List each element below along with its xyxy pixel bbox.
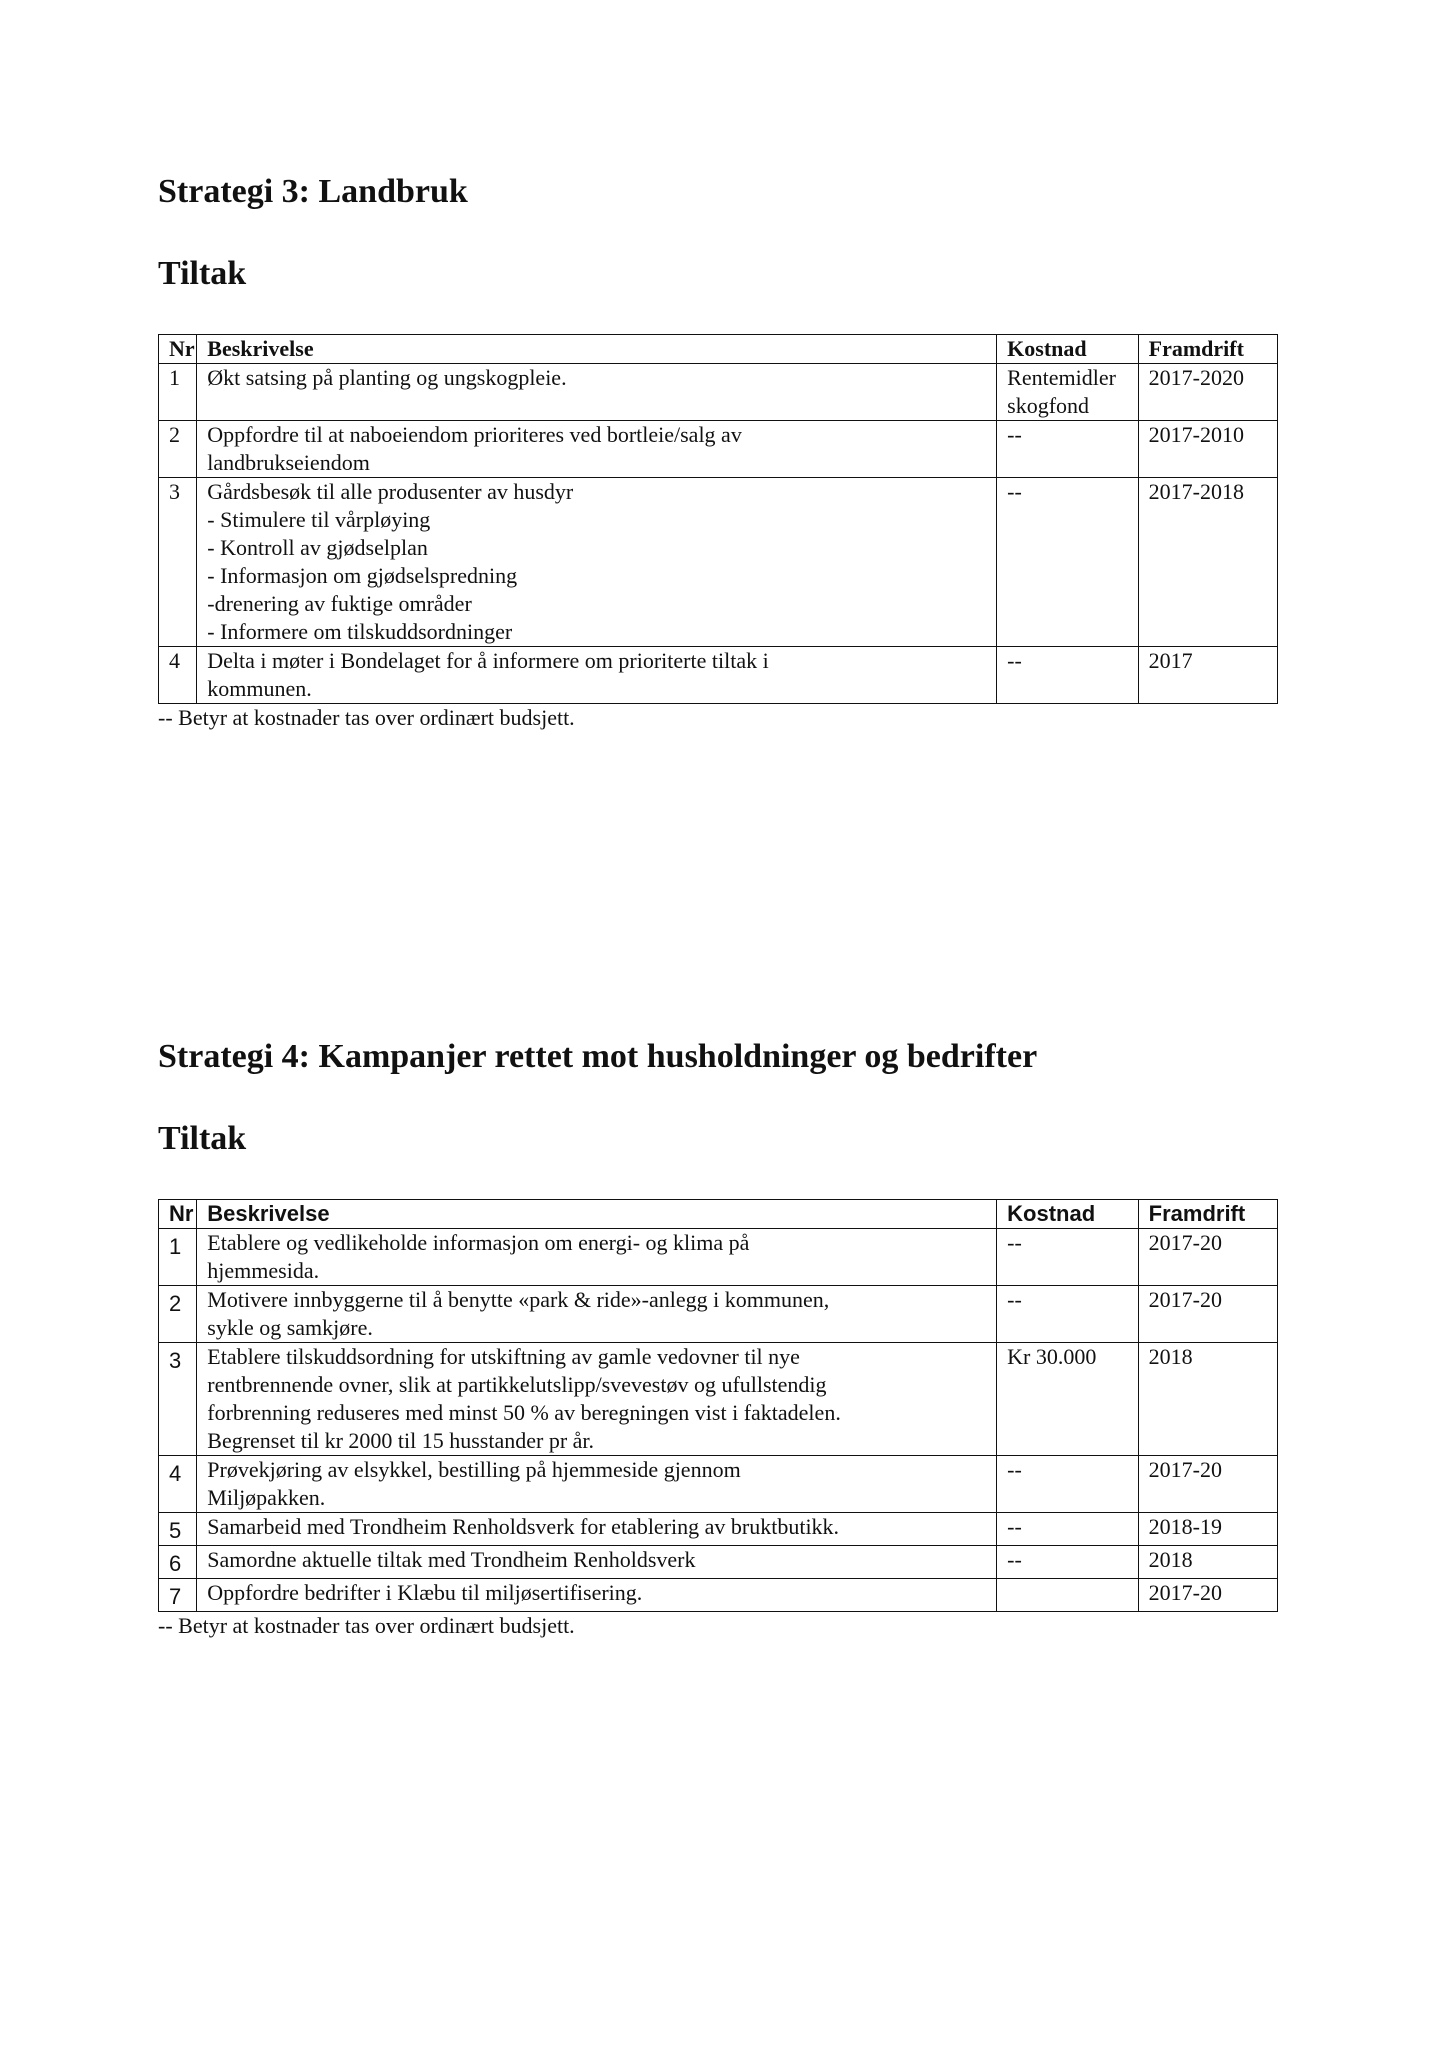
row-cost: --: [997, 1513, 1138, 1546]
row-cost: --: [997, 1546, 1138, 1579]
row-description: [197, 478, 997, 647]
table-row: [159, 647, 1278, 704]
description-line: landbrukseiendom: [207, 450, 370, 475]
row-nr: 3: [159, 1343, 197, 1456]
description-line: -drenering av fuktige områder: [207, 591, 472, 616]
row-progress: 2017: [1138, 647, 1277, 704]
row-description: [197, 1343, 997, 1456]
row-description: [197, 1579, 997, 1612]
row-description: [197, 421, 997, 478]
description-line: Etablere tilskuddsordning for utskiftning av gamle vedovner til nye: [207, 1344, 800, 1369]
description-line: Delta i møter i Bondelaget for å informere om prioriterte tiltak i: [207, 648, 769, 673]
description-line: - Stimulere til vårpløying: [207, 507, 431, 532]
row-description: [197, 647, 997, 704]
row-cost: [997, 1579, 1138, 1612]
description-line: Samarbeid med Trondheim Renholdsverk for etablering av bruktbutikk.: [207, 1514, 840, 1539]
description-line: Oppfordre bedrifter i Klæbu til miljøsertifisering.: [207, 1580, 643, 1605]
description-line: forbrenning reduseres med minst 50 % av beregningen vist i faktadelen.: [207, 1400, 841, 1425]
row-nr: 4: [159, 647, 197, 704]
description-line: - Kontroll av gjødselplan: [207, 535, 428, 560]
row-nr: 2: [159, 421, 197, 478]
strategy-4-table: [158, 1199, 1278, 1612]
cost-line: skogfond: [1007, 393, 1090, 418]
row-nr: 4: [159, 1456, 197, 1513]
row-progress: 2018-19: [1138, 1513, 1277, 1546]
description-line: Etablere og vedlikeholde informasjon om energi- og klima på: [207, 1230, 750, 1255]
description-line: - Informasjon om gjødselspredning: [207, 563, 518, 588]
header-description: Beskrivelse: [197, 1200, 997, 1229]
header-progress: Framdrift: [1138, 335, 1277, 364]
row-cost: [997, 647, 1138, 704]
cost-line: --: [1007, 422, 1022, 447]
row-nr: 6: [159, 1546, 197, 1579]
row-cost: --: [997, 1286, 1138, 1343]
description-line: Samordne aktuelle tiltak med Trondheim Renholdsverk: [207, 1547, 696, 1572]
description-line: - Informere om tilskuddsordninger: [207, 619, 513, 644]
description-line: sykle og samkjøre.: [207, 1315, 373, 1340]
cost-line: --: [1007, 648, 1022, 673]
row-progress: 2017-2020: [1138, 364, 1277, 421]
row-progress: 2017-20: [1138, 1229, 1277, 1286]
cost-line: Rentemidler: [1007, 365, 1116, 390]
table-row: [159, 1513, 1278, 1546]
header-nr: Nr: [159, 1200, 197, 1229]
row-cost: [997, 478, 1138, 647]
table-row: [159, 421, 1278, 478]
table-header-row: [159, 335, 1278, 364]
description-line: Motivere innbyggerne til å benytte «park & ride»-anlegg i kommunen,: [207, 1287, 830, 1312]
row-progress: 2017-20: [1138, 1579, 1277, 1612]
row-nr: 5: [159, 1513, 197, 1546]
row-progress: 2017-2018: [1138, 478, 1277, 647]
strategy-4-section: [158, 1035, 1278, 1640]
strategy-3-section: [158, 170, 1278, 732]
header-cost: Kostnad: [997, 1200, 1138, 1229]
cost-footnote: -- Betyr at kostnader tas over ordinært budsjett.: [158, 1613, 575, 1638]
header-cost: Kostnad: [997, 335, 1138, 364]
description-line: hjemmesida.: [207, 1258, 320, 1283]
row-description: [197, 364, 997, 421]
row-description: [197, 1286, 997, 1343]
description-line: rentbrennende ovner, slik at partikkelutslipp/svevestøv og ufullstendig: [207, 1372, 827, 1397]
header-description: Beskrivelse: [197, 335, 997, 364]
row-nr: 7: [159, 1579, 197, 1612]
table-row: [159, 364, 1278, 421]
table-row: [159, 1579, 1278, 1612]
row-nr: 2: [159, 1286, 197, 1343]
strategy-3-title: Strategi 3: Landbruk: [158, 173, 468, 210]
description-line: Prøvekjøring av elsykkel, bestilling på hjemmeside gjennom: [207, 1457, 741, 1482]
strategy-3-subtitle: Tiltak: [158, 255, 247, 292]
row-description: [197, 1546, 997, 1579]
row-nr: 1: [159, 1229, 197, 1286]
strategy-3-table: [158, 334, 1278, 704]
row-nr: 1: [159, 364, 197, 421]
cost-line: --: [1007, 479, 1022, 504]
table-row: [159, 1286, 1278, 1343]
description-line: Begrenset til kr 2000 til 15 husstander pr år.: [207, 1428, 595, 1453]
description-line: Gårdsbesøk til alle produsenter av husdyr: [207, 479, 574, 504]
row-description: [197, 1513, 997, 1546]
header-progress: Framdrift: [1138, 1200, 1277, 1229]
row-progress: 2017-20: [1138, 1286, 1277, 1343]
table-row: [159, 1546, 1278, 1579]
row-cost: [997, 364, 1138, 421]
row-progress: 2018: [1138, 1546, 1277, 1579]
row-cost: [997, 421, 1138, 478]
header-nr: Nr: [159, 335, 197, 364]
description-line: Oppfordre til at naboeiendom prioriteres ved bortleie/salg av: [207, 422, 742, 447]
row-cost: --: [997, 1229, 1138, 1286]
description-line: kommunen.: [207, 676, 312, 701]
row-nr: 3: [159, 478, 197, 647]
table-row: [159, 1229, 1278, 1286]
strategy-4-title: Strategi 4: Kampanjer rettet mot husholdninger og bedrifter: [158, 1038, 1038, 1075]
cost-footnote: -- Betyr at kostnader tas over ordinært budsjett.: [158, 705, 575, 730]
table-row: [159, 1343, 1278, 1456]
row-cost: Kr 30.000: [997, 1343, 1138, 1456]
table-row: [159, 478, 1278, 647]
row-progress: 2017-2010: [1138, 421, 1277, 478]
description-line: Miljøpakken.: [207, 1485, 326, 1510]
table-header-row: [159, 1200, 1278, 1229]
row-description: [197, 1229, 997, 1286]
row-cost: --: [997, 1456, 1138, 1513]
row-progress: 2017-20: [1138, 1456, 1277, 1513]
row-progress: 2018: [1138, 1343, 1277, 1456]
table-row: [159, 1456, 1278, 1513]
row-description: [197, 1456, 997, 1513]
description-line: Økt satsing på planting og ungskogpleie.: [207, 365, 567, 390]
strategy-4-subtitle: Tiltak: [158, 1120, 247, 1157]
